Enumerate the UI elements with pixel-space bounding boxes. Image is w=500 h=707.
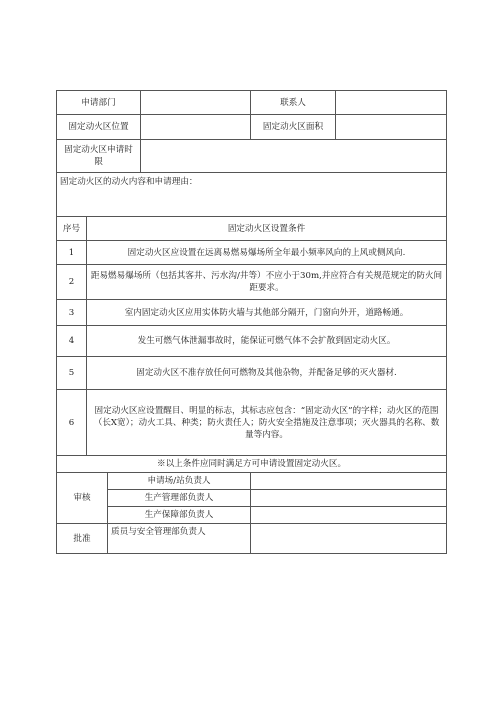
review-signature-field[interactable] bbox=[251, 473, 447, 490]
approve-signer-label: 质员与安全管理部负责人 bbox=[108, 524, 251, 554]
review-label: 审核 bbox=[57, 473, 108, 524]
dept-label: 申请部门 bbox=[57, 91, 141, 115]
condition-seq: 6 bbox=[57, 390, 87, 456]
approve-signature-field[interactable] bbox=[251, 524, 447, 554]
condition-row bbox=[57, 265, 447, 300]
condition-row bbox=[57, 241, 447, 265]
review-signer-label: 申请场/站负责人 bbox=[108, 473, 251, 490]
time-field[interactable] bbox=[141, 140, 447, 173]
permit-form bbox=[56, 90, 446, 554]
dept-field[interactable] bbox=[141, 91, 251, 115]
contact-label: 联系人 bbox=[251, 91, 336, 115]
location-field[interactable] bbox=[141, 115, 251, 140]
area-field[interactable] bbox=[336, 115, 447, 140]
reason-field[interactable] bbox=[57, 173, 447, 217]
condition-seq: 3 bbox=[57, 300, 87, 326]
condition-row bbox=[57, 326, 447, 357]
reason-label: 固定动火区的动火内容和申请理由： bbox=[60, 177, 198, 187]
time-label: 固定动火区申请时限 bbox=[57, 140, 141, 173]
condition-text: 固定动火区应设置醒目、明显的标志，其标志应包含：“固定动火区”的字样；动火区的范围（长X宽）；动火工具、种类；防火责任人；防火安全措施及注意事项；灭火器具的名称、数量等内容。 bbox=[87, 390, 447, 456]
condition-row bbox=[57, 390, 447, 456]
review-signature-field[interactable] bbox=[251, 507, 447, 524]
condition-text: 距易燃易爆场所（包括其客井、污水沟/井等）不应小于30m,并应符合有关规范规定的防火间距要求。 bbox=[87, 265, 447, 300]
review-signature-field[interactable] bbox=[251, 490, 447, 507]
condition-text: 固定动火区不准存放任何可燃物及其他杂物，并配备足够的灭火器材. bbox=[87, 357, 447, 390]
requirement-note: ※以上条件应同时满足方可申请设置固定动火区。 bbox=[57, 456, 447, 473]
approve-label: 批准 bbox=[57, 524, 108, 554]
contact-field[interactable] bbox=[336, 91, 447, 115]
condition-text: 发生可燃气体泄漏事故时，能保证可燃气体不会扩散到固定动火区。 bbox=[87, 326, 447, 357]
condition-seq: 5 bbox=[57, 357, 87, 390]
conditions-header: 固定动火区设置条件 bbox=[87, 217, 447, 241]
form-table bbox=[56, 90, 447, 554]
condition-seq: 2 bbox=[57, 265, 87, 300]
condition-row bbox=[57, 357, 447, 390]
condition-seq: 4 bbox=[57, 326, 87, 357]
location-label: 固定动火区位置 bbox=[57, 115, 141, 140]
condition-text: 固定动火区应设置在远离易燃易爆场所全年最小频率风向的上风或侧风向. bbox=[87, 241, 447, 265]
review-signer-label: 生产保障部负责人 bbox=[108, 507, 251, 524]
seq-header: 序号 bbox=[57, 217, 87, 241]
area-label: 固定动火区面积 bbox=[251, 115, 336, 140]
review-signer-label: 生产管理部负责人 bbox=[108, 490, 251, 507]
condition-seq: 1 bbox=[57, 241, 87, 265]
condition-text: 室内固定动火区应用实体防火墙与其他部分隔开，门窗向外开，道路畅通。 bbox=[87, 300, 447, 326]
condition-row bbox=[57, 300, 447, 326]
